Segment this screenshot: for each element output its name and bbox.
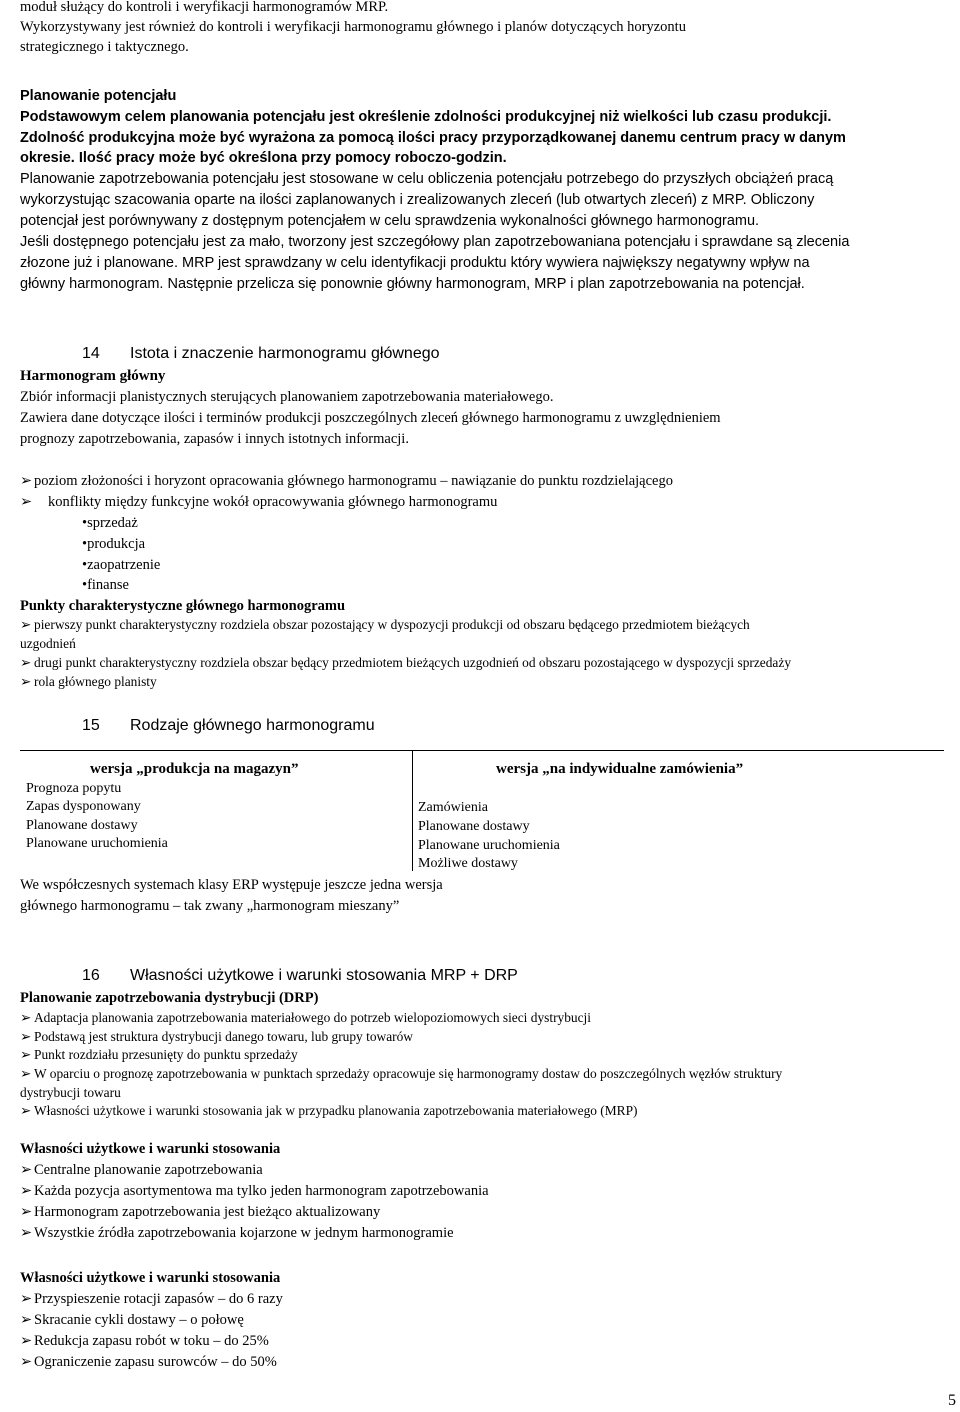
section-14-title: Istota i znaczenie harmonogramu głównego — [130, 345, 440, 362]
s16-drp-4: ➢ W oparciu o prognozę zapotrzebowania w punktach sprzedaży opracowuje się harmonogramy dostaw do poszczególnych węzłów struktury — [20, 1066, 783, 1081]
s14-arrow-item-1: ➢ poziom złożoności i horyzont opracowania głównego harmonogramu – nawiązanie do punktu rozdzielającego — [20, 473, 673, 489]
s14-bullet-4: •finanse — [82, 577, 129, 593]
potencjal-para-5: złozone już i planowane. MRP jest sprawdzany w celu identyfikacji produktu który wywiera największy negatywny wpływ na — [20, 255, 810, 271]
section-15-heading — [82, 717, 375, 735]
s15-note-1: We współczesnych systemach klasy ERP występuje jeszcze jedna wersja — [20, 877, 443, 893]
col1-item: Planowane uruchomienia — [26, 836, 168, 851]
arrow-icon: ➢ — [20, 1204, 33, 1220]
potencjal-para-3: potencjał jest porównywany z dostępnym potencjałem w celu sprawdzenia wykonalności głównego harmonogramu. — [20, 213, 760, 229]
s16-drp-3: ➢ Punkt rozdziału przesunięty do punktu sprzedaży — [20, 1047, 298, 1062]
s16-drp-2: ➢ Podstawą jest struktura dystrybucji danego towaru, lub grupy towarów — [20, 1029, 413, 1044]
section-14-number: 14 — [82, 345, 100, 362]
potencjal-para-6: główny harmonogram. Następnie przelicza się ponownie główny harmonogram, MRP i plan zapotrzebowania na potencjał. — [20, 276, 805, 292]
s16-e-item-4: ➢ Ograniczenie zapasu surowców – do 50% — [20, 1354, 277, 1370]
arrow-icon: ➢ — [20, 1291, 33, 1307]
arrow-icon: ➢ — [20, 1010, 32, 1025]
arrow-icon: ➢ — [20, 1354, 33, 1370]
col2-item: Planowane uruchomienia — [418, 838, 560, 853]
arrow-icon: ➢ — [20, 473, 33, 489]
arrow-icon: ➢ — [20, 1103, 32, 1118]
s14-punkt-3: ➢ rola głównego planisty — [20, 674, 157, 689]
col1-item: Prognoza popytu — [26, 781, 122, 796]
col1-item: Zapas dysponowany — [26, 799, 141, 814]
table-divider — [412, 751, 413, 871]
potencjal-para-2: wykorzystując szacowania oparte na ilości zaplanowanych i zrealizowanych zleceń (lub otwartych zleceń) z MRP. Obliczony — [20, 192, 815, 208]
arrow-icon: ➢ — [20, 1066, 32, 1081]
section-16-title: Własności użytkowe i warunki stosowania MRP + DRP — [130, 967, 518, 984]
s14-bullet-1: •sprzedaż — [82, 515, 138, 531]
s14-arrow-item-2: ➢ konflikty między funkcyjne wokół opracowywania głównego harmonogramu — [20, 494, 498, 510]
s14-line-2: Zawiera dane dotyczące ilości i terminów produkcji poszczególnych zleceń głównego harmonogramu z uwzględnieniem — [20, 410, 721, 426]
arrow-icon: ➢ — [20, 617, 32, 632]
section-15-title: Rodzaje głównego harmonogramu — [130, 717, 375, 734]
s16-subtitle: Planowanie zapotrzebowania dystrybucji (DRP) — [20, 990, 319, 1006]
arrow-icon: ➢ — [20, 1162, 33, 1178]
s14-punkty-title: Punkty charakterystyczne głównego harmonogramu — [20, 598, 346, 614]
col2-item: Planowane dostawy — [418, 819, 530, 834]
arrow-icon: ➢ — [20, 1312, 33, 1328]
intro-line-2: Wykorzystywany jest również do kontroli i weryfikacji harmonogramu głównego i planów dotyczących horyzontu — [20, 19, 686, 35]
s16-drp-1: ➢ Adaptacja planowania zapotrzebowania materiałowego do potrzeb wielopoziomowych sieci dystrybucji — [20, 1010, 591, 1025]
section-16-heading — [82, 967, 518, 985]
col2-item: Możliwe dostawy — [418, 856, 518, 871]
arrow-icon: ➢ — [20, 674, 32, 689]
s16-drp-4-cont: dystrybucji towaru — [20, 1085, 121, 1100]
versions-table — [20, 750, 944, 871]
potencjal-title: Planowanie potencjału — [20, 88, 177, 104]
s14-line-1: Zbiór informacji planistycznych sterujących planowaniem zapotrzebowania materiałowego. — [20, 389, 554, 405]
arrow-icon: ➢ — [20, 1183, 33, 1199]
s14-subtitle: Harmonogram główny — [20, 368, 166, 384]
s16-drp-5: ➢ Własności użytkowe i warunki stosowania jak w przypadku planowania zapotrzebowania materiałowego (MRP) — [20, 1103, 638, 1118]
col2-header: wersja „na indywidualne zamówienia” — [496, 761, 744, 777]
s14-bullet-3: •zaopatrzenie — [82, 557, 161, 573]
potencjal-bold-3: okresie. Ilość pracy może być określona przy pomocy roboczo-godzin. — [20, 150, 507, 166]
potencjal-para-1: Planowanie zapotrzebowania potencjału jest stosowane w celu obliczenia potencjału potrzebego do przyszłych obciążeń pracą — [20, 171, 834, 187]
arrow-icon: ➢ — [20, 1333, 33, 1349]
intro-line-3: strategicznego i taktycznego. — [20, 39, 189, 55]
col1-header: wersja „produkcja na magazyn” — [90, 761, 299, 777]
section-16-number: 16 — [82, 967, 100, 984]
intro-line-1: moduł służący do kontroli i weryfikacji harmonogramów MRP. — [20, 0, 389, 15]
s14-punkt-2: ➢ drugi punkt charakterystyczny rozdziela obszar będący przedmiotem bieżących uzgodnień od obszaru pozostającego w dyspozycji sprzedaży — [20, 655, 792, 670]
arrow-icon: ➢ — [20, 1029, 32, 1044]
s15-note-2: głównego harmonogramu – tak zwany „harmonogram mieszany” — [20, 898, 400, 914]
s16-w-title-1: Własności użytkowe i warunki stosowania — [20, 1141, 281, 1157]
s14-punkt-1: ➢ pierwszy punkt charakterystyczny rozdziela obszar pozostający w dyspozycji produkcji od obszaru będącego przedmiotem bieżących — [20, 617, 750, 632]
potencjal-bold-2: Zdolność produkcyjna może być wyrażona za pomocą ilości pracy przyporządkowanej danemu centrum pracy w danym — [20, 130, 846, 146]
section-15-number: 15 — [82, 717, 100, 734]
potencjal-para-4: Jeśli dostępnego potencjału jest za mało, tworzony jest szczegółowy plan zapotrzebowaniana potencjału i sprawdane są zlecenia — [20, 234, 850, 250]
arrow-icon: ➢ — [20, 1047, 32, 1062]
potencjal-bold-1: Podstawowym celem planowania potencjału jest określenie zdolności produkcyjnej niż wielkości lub czasu produkcji. — [20, 109, 832, 125]
s16-w-item-3: ➢ Harmonogram zapotrzebowania jest bieżąco aktualizowany — [20, 1204, 381, 1220]
s16-e-item-1: ➢ Przyspieszenie rotacji zapasów – do 6 razy — [20, 1291, 283, 1307]
s14-line-3: prognozy zapotrzebowania, zapasów i innych istotnych informacji. — [20, 431, 409, 447]
s16-e-item-2: ➢ Skracanie cykli dostawy – o połowę — [20, 1312, 244, 1328]
s14-bullet-2: •produkcja — [82, 536, 146, 552]
s16-w-title-2: Własności użytkowe i warunki stosowania — [20, 1270, 281, 1286]
col1-item: Planowane dostawy — [26, 818, 138, 833]
s16-e-item-3: ➢ Redukcja zapasu robót w toku – do 25% — [20, 1333, 269, 1349]
s16-w-item-4: ➢ Wszystkie źródła zapotrzebowania kojarzone w jednym harmonogramie — [20, 1225, 454, 1241]
arrow-icon: ➢ — [20, 655, 32, 670]
arrow-icon: ➢ — [20, 1225, 33, 1241]
s16-w-item-1: ➢ Centralne planowanie zapotrzebowania — [20, 1162, 263, 1178]
arrow-icon: ➢ — [20, 494, 33, 510]
col2-item: Zamówienia — [418, 800, 488, 815]
s16-w-item-2: ➢ Każda pozycja asortymentowa ma tylko jeden harmonogram zapotrzebowania — [20, 1183, 489, 1199]
page-number: 5 — [948, 1392, 956, 1409]
section-14-heading — [82, 345, 440, 363]
s14-punkt-1-cont: uzgodnień — [20, 636, 76, 651]
